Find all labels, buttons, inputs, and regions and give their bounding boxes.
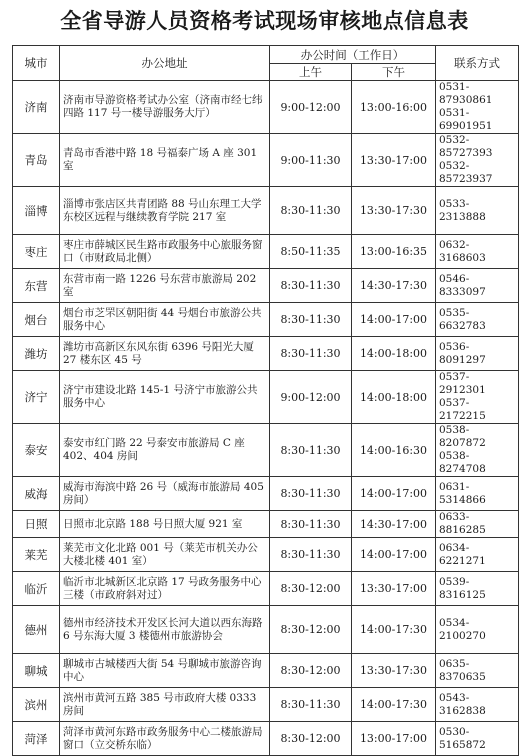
address-cell: 聊城市古城楼西大街 54 号聊城市旅游咨询中心 <box>60 654 270 688</box>
address-cell: 东营市南一路 1226 号东营市旅游局 202 室 <box>60 269 270 303</box>
am-hours-cell: 8:30-11:30 <box>270 337 352 371</box>
am-hours-cell: 8:30-11:30 <box>270 269 352 303</box>
phone-number: 0533-2313888 <box>439 197 486 223</box>
am-hours-cell: 9:00-11:30 <box>270 134 352 187</box>
phone-cell <box>436 269 519 303</box>
pm-hours-cell: 14:00-17:00 <box>352 477 436 511</box>
city-cell: 潍坊 <box>13 337 60 371</box>
am-hours-cell: 8:30-11:30 <box>270 688 352 722</box>
pm-hours-cell: 14:00-17:00 <box>352 538 436 572</box>
address-cell: 泰安市红门路 22 号泰安市旅游局 C 座 402、404 房间 <box>60 424 270 477</box>
address-cell: 潍坊市高新区东风东街 6396 号阳光大厦 27 楼东区 45 号 <box>60 337 270 371</box>
table-row <box>13 722 519 756</box>
am-hours-cell: 8:30-11:30 <box>270 538 352 572</box>
phone-number: 0537-2172215 <box>439 397 486 422</box>
phone-number: 0534-2100270 <box>439 616 486 642</box>
phone-cell <box>436 337 519 371</box>
am-hours-cell: 8:30-11:30 <box>270 511 352 538</box>
phone-number: 0631-5314866 <box>439 480 486 506</box>
phone-number: 0536-8091297 <box>439 340 486 366</box>
address-cell: 菏泽市黄河东路市政务服务中心二楼旅游局窗口（立交桥东临） <box>60 722 270 756</box>
phone-cell <box>436 722 519 756</box>
phone-number: 0633-8816285 <box>439 511 486 536</box>
pm-hours-cell: 13:30-17:30 <box>352 654 436 688</box>
phone-cell <box>436 81 519 134</box>
pm-hours-cell: 14:30-17:00 <box>352 511 436 538</box>
address-cell: 济宁市建设北路 145-1 号济宁市旅游公共服务中心 <box>60 371 270 424</box>
city-cell: 威海 <box>13 477 60 511</box>
table-row <box>13 303 519 337</box>
table-row <box>13 81 519 134</box>
city-cell: 济宁 <box>13 371 60 424</box>
city-cell: 东营 <box>13 269 60 303</box>
phone-number: 0535-6632783 <box>439 306 486 332</box>
phone-cell <box>436 688 519 722</box>
phone-cell <box>436 134 519 187</box>
phone-number: 0531-69901951 <box>439 107 493 132</box>
city-cell: 青岛 <box>13 134 60 187</box>
phone-cell <box>436 572 519 606</box>
pm-hours-cell: 13:30-17:00 <box>352 134 436 187</box>
table-row <box>13 235 519 269</box>
city-cell: 烟台 <box>13 303 60 337</box>
phone-number: 0532-85727393 <box>439 134 493 159</box>
city-cell: 菏泽 <box>13 722 60 756</box>
am-hours-cell: 8:50-11:35 <box>270 235 352 269</box>
address-cell: 德州市经济技术开发区长河大道以西东海路 6 号东海大厦 3 楼德州市旅游协会 <box>60 606 270 654</box>
header-address: 办公地址 <box>60 46 270 81</box>
phone-number: 0632-3168603 <box>439 238 486 264</box>
phone-number: 0538-8207872 <box>439 424 486 449</box>
address-cell: 枣庄市薛城区民生路市政服务中心旅服务窗口（市财政局北侧） <box>60 235 270 269</box>
header-hours: 办公时间（工作日） <box>270 46 436 64</box>
header-contact: 联系方式 <box>436 46 519 81</box>
table-body <box>13 81 519 756</box>
city-cell: 淄博 <box>13 187 60 235</box>
address-cell: 滨州市黄河五路 385 号市政府大楼 0333 房间 <box>60 688 270 722</box>
address-cell: 青岛市香港中路 18 号福泰广场 A 座 301 室 <box>60 134 270 187</box>
city-cell: 聊城 <box>13 654 60 688</box>
am-hours-cell: 8:30-12:00 <box>270 572 352 606</box>
pm-hours-cell: 14:00-17:00 <box>352 303 436 337</box>
am-hours-cell: 8:30-11:30 <box>270 477 352 511</box>
table-row <box>13 572 519 606</box>
pm-hours-cell: 14:30-17:30 <box>352 269 436 303</box>
am-hours-cell: 8:30-11:30 <box>270 187 352 235</box>
phone-number: 0537-2912301 <box>439 371 486 396</box>
am-hours-cell: 8:30-11:30 <box>270 424 352 477</box>
city-cell: 德州 <box>13 606 60 654</box>
table-row <box>13 654 519 688</box>
address-cell: 威海市海滨中路 26 号（威海市旅游局 405 房间） <box>60 477 270 511</box>
phone-number: 0538-8274708 <box>439 450 486 475</box>
address-cell: 济南市导游资格考试办公室（济南市经七纬四路 117 号一楼导游服务大厅） <box>60 81 270 134</box>
table-row <box>13 511 519 538</box>
phone-cell <box>436 538 519 572</box>
table-row <box>13 371 519 424</box>
phone-cell <box>436 477 519 511</box>
phone-number: 0539-8316125 <box>439 575 486 601</box>
pm-hours-cell: 14:00-18:00 <box>352 371 436 424</box>
city-cell: 日照 <box>13 511 60 538</box>
pm-hours-cell: 14:00-16:30 <box>352 424 436 477</box>
table-row <box>13 187 519 235</box>
phone-cell <box>436 654 519 688</box>
phone-cell <box>436 424 519 477</box>
pm-hours-cell: 14:00-18:00 <box>352 337 436 371</box>
am-hours-cell: 8:30-12:00 <box>270 722 352 756</box>
table-row <box>13 538 519 572</box>
phone-cell <box>436 371 519 424</box>
address-cell: 临沂市北城新区北京路 17 号政务服务中心三楼（市政府斜对过） <box>60 572 270 606</box>
phone-cell <box>436 187 519 235</box>
table-row <box>13 337 519 371</box>
am-hours-cell: 8:30-11:30 <box>270 303 352 337</box>
city-cell: 济南 <box>13 81 60 134</box>
info-table <box>12 45 519 756</box>
city-cell: 泰安 <box>13 424 60 477</box>
phone-cell <box>436 303 519 337</box>
address-cell: 莱芜市文化北路 001 号（莱芜市机关办公大楼北楼 401 室） <box>60 538 270 572</box>
pm-hours-cell: 13:30-17:30 <box>352 187 436 235</box>
pm-hours-cell: 13:00-16:35 <box>352 235 436 269</box>
pm-hours-cell: 14:00-17:30 <box>352 688 436 722</box>
phone-cell <box>436 235 519 269</box>
phone-number: 0546-8333097 <box>439 272 486 298</box>
city-cell: 滨州 <box>13 688 60 722</box>
am-hours-cell: 9:00-12:00 <box>270 371 352 424</box>
phone-number: 0543-3162838 <box>439 691 486 717</box>
phone-number: 0530-5165872 <box>439 725 486 751</box>
header-city: 城市 <box>13 46 60 81</box>
pm-hours-cell: 13:00-17:00 <box>352 722 436 756</box>
phone-number: 0532-85723937 <box>439 160 493 185</box>
am-hours-cell: 8:30-12:00 <box>270 606 352 654</box>
table-row <box>13 606 519 654</box>
pm-hours-cell: 14:00-17:30 <box>352 606 436 654</box>
address-cell: 日照市北京路 188 号日照大厦 921 室 <box>60 511 270 538</box>
phone-number: 0531-87930861 <box>439 81 493 106</box>
table-row <box>13 477 519 511</box>
address-cell: 烟台市芝罘区朝阳街 44 号烟台市旅游公共服务中心 <box>60 303 270 337</box>
table-row <box>13 134 519 187</box>
header-am: 上午 <box>270 64 352 81</box>
page-title: 全省导游人员资格考试现场审核地点信息表 <box>60 9 469 33</box>
am-hours-cell: 9:00-12:00 <box>270 81 352 134</box>
table-row <box>13 269 519 303</box>
header-pm: 下午 <box>352 64 436 81</box>
pm-hours-cell: 13:30-17:00 <box>352 572 436 606</box>
pm-hours-cell: 13:00-16:00 <box>352 81 436 134</box>
phone-cell <box>436 511 519 538</box>
phone-number: 0635-8370635 <box>439 657 486 683</box>
address-cell: 淄博市张店区共青团路 88 号山东理工大学东校区远程与继续教育学院 217 室 <box>60 187 270 235</box>
table-row <box>13 424 519 477</box>
city-cell: 临沂 <box>13 572 60 606</box>
phone-cell <box>436 606 519 654</box>
am-hours-cell: 8:30-12:00 <box>270 654 352 688</box>
city-cell: 莱芜 <box>13 538 60 572</box>
phone-number: 0634-6221271 <box>439 541 486 567</box>
table-row <box>13 688 519 722</box>
city-cell: 枣庄 <box>13 235 60 269</box>
